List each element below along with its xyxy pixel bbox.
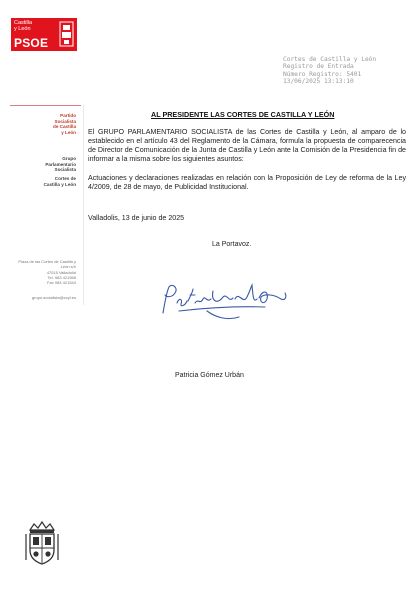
registry-stamp — [283, 56, 376, 86]
stamp-line: Cortes de Castilla y León — [283, 56, 377, 63]
handwritten-signature — [155, 281, 295, 326]
address-line: Fax 983 421544 — [47, 280, 76, 286]
psoe-logo — [11, 18, 77, 51]
institution-line: Cortes de — [54, 176, 76, 181]
paragraph-proposal: El GRUPO PARLAMENTARIO SOCIALISTA de las Cortes de Castilla y León, al amparo de lo establecido en el artículo 43 del Reglamento de la Cámara, formula la propuesta de comparecencia de Director de Comunicación de la Junta de Castilla y León ante la Comisión de la Presidencia fin de informar a la misma sobre los siguientes asuntos: — [88, 128, 406, 164]
address-line: 47015 Valladolid — [46, 269, 76, 275]
parliamentary-group — [20, 156, 76, 173]
party-name-line: de Castilla — [53, 124, 76, 129]
address-line: Tel. 983 421568 — [47, 274, 76, 280]
logo-brand: PSOE — [14, 36, 49, 50]
party-name — [20, 113, 76, 135]
address-line: Plaza de las Cortes de Castilla y — [18, 259, 76, 264]
stamp-line: 13/06/2025 13:13:10 — [283, 78, 354, 86]
institution-line: Castilla y León — [43, 181, 76, 187]
signer-name: Patricia Gómez Urbán — [175, 372, 244, 379]
cortes-crest-icon — [24, 520, 60, 566]
sidebar-divider — [83, 105, 84, 305]
group-line: Socialista — [54, 167, 76, 172]
paragraph-topic: Actuaciones y declaraciones realizadas en relación con la Proposición de Ley de reforma de la Ley 4/2009, de 28 de mayo, de Publicidad Institucional. — [88, 174, 406, 192]
group-line: Grupo — [62, 156, 76, 161]
address-line: León s/n — [60, 264, 76, 270]
document-title: AL PRESIDENTE LAS CORTES DE CASTILLA Y LEÓN — [151, 110, 335, 119]
stamp-line: Número Registro: 5401 — [283, 70, 362, 78]
institution-name — [20, 176, 76, 187]
signer-role: La Portavoz. — [212, 241, 252, 248]
party-name-line: Partido — [60, 113, 76, 118]
logo-region-line2: y León — [14, 26, 31, 32]
contact-email[interactable]: grupo.socialista@ccyl.es — [31, 295, 76, 300]
postal-address — [8, 259, 76, 285]
logo-region-line1: Castilla — [14, 20, 33, 26]
date-line: Valladolis, 13 de junio de 2025 — [88, 214, 185, 222]
party-name-line: y León — [61, 129, 76, 135]
stamp-line: Registro de Entrada — [283, 63, 354, 71]
sidebar-rule — [10, 105, 81, 106]
party-name-line: Socialista — [54, 118, 76, 124]
rose-fist-icon — [59, 21, 74, 47]
group-line: Parlamentario — [45, 161, 76, 167]
